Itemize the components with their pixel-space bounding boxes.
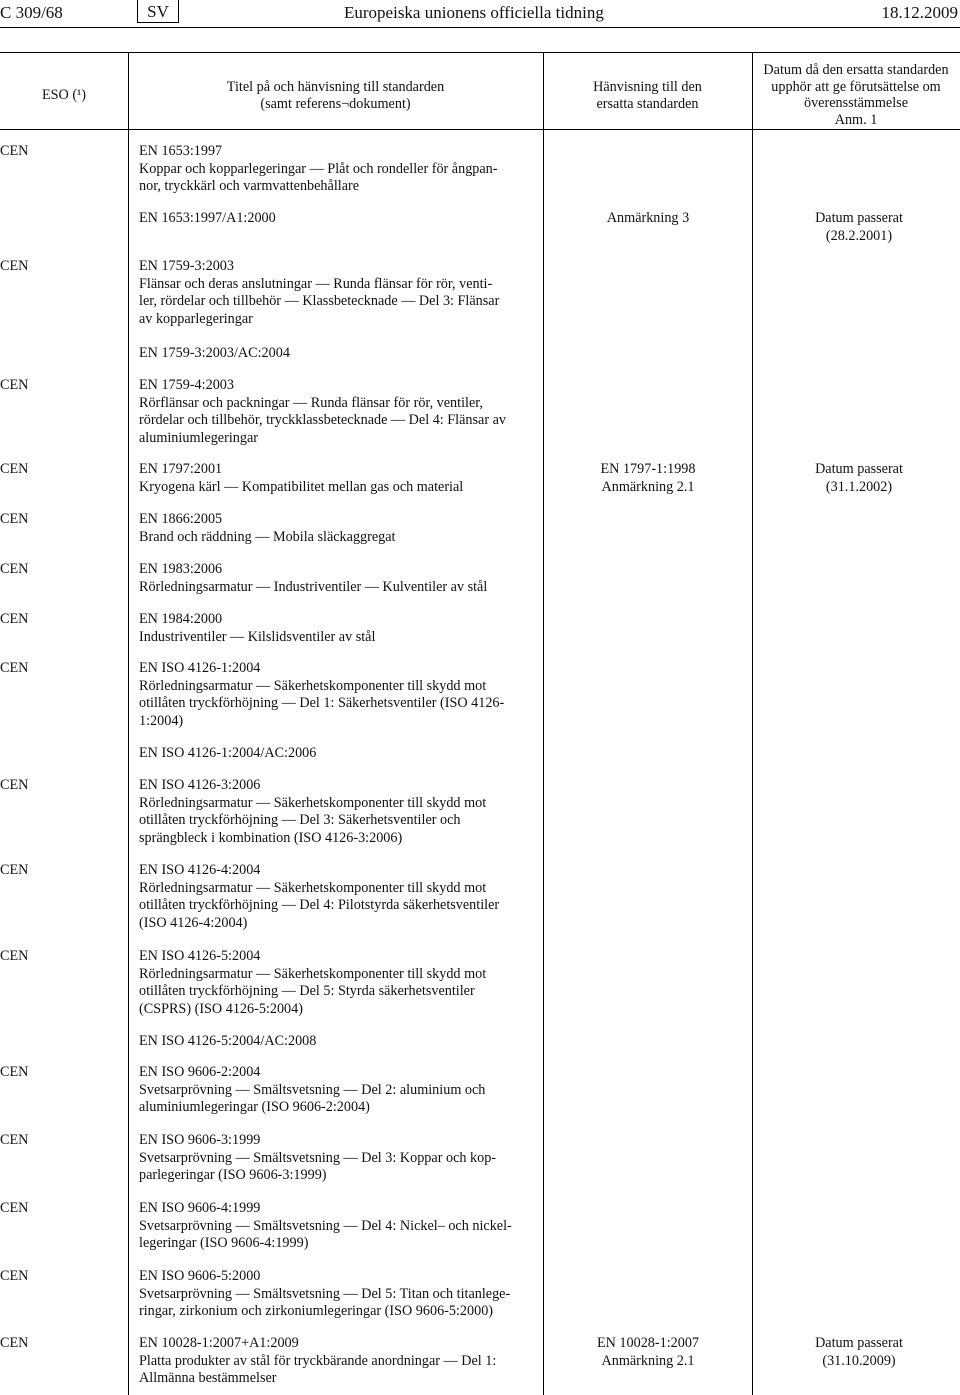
- replaced-standard-cell: [548, 210, 748, 228]
- standard-title-cell: [139, 1200, 539, 1253]
- eso-cell: CEN: [0, 1132, 29, 1148]
- eso-cell: CEN: [0, 660, 29, 676]
- page-header: [0, 0, 960, 28]
- standard-title-line: Kryogena kärl — Kompatibilitet mellan gas och material: [139, 478, 464, 495]
- amendment-reference: EN 1759-3:2003/AC:2004: [139, 345, 290, 361]
- standard-title-line: aluminiumlegeringar: [139, 429, 258, 446]
- standard-reference: EN ISO 4126-5:2004: [139, 948, 261, 964]
- page-reference: C 309/68: [0, 3, 63, 22]
- language-box: [137, 0, 179, 23]
- standard-title-line: Industriventiler — Kilslidsventiler av stål: [139, 628, 376, 645]
- standard-title-line: otillåten tryckförhöjning — Del 3: Säkerhetsventiler och: [139, 812, 461, 828]
- standard-title-line: Svetsarprövning — Smältsvetsning — Del 5: Titan och titanlege-: [139, 1285, 511, 1302]
- cessation-date-cell: [758, 210, 960, 245]
- standard-title-line: Svetsarprövning — Smältsvetsning — Del 2: aluminium och: [139, 1081, 486, 1098]
- standard-title-line: ler, rördelar och tillbehör — Klassbetecknade — Del 3: Flänsar: [139, 293, 500, 309]
- standard-reference: EN 1759-4:2003: [139, 377, 234, 393]
- header-rule: [0, 27, 960, 28]
- standard-title-cell: [139, 1132, 539, 1185]
- standard-title-cell: [139, 143, 539, 196]
- standard-title-cell: [139, 660, 539, 730]
- column-divider: [543, 52, 544, 1395]
- header-line: Titel på och hänvisning till standarden: [226, 79, 445, 95]
- standard-reference: EN ISO 4126-1:2004: [139, 660, 261, 676]
- standard-reference: EN ISO 4126-4:2004: [139, 862, 261, 878]
- standard-title-line: otillåten tryckförhöjning — Del 5: Styrda säkerhetsventiler: [139, 983, 475, 999]
- amendment-reference: EN ISO 4126-1:2004/AC:2006: [139, 745, 317, 761]
- header-line: överensstämmelse: [803, 95, 908, 111]
- standard-title-line: Rörledningsarmatur — Säkerhetskomponenter till skydd mot: [139, 879, 487, 896]
- replaced-standard-line: Anmärkning 3: [606, 210, 690, 226]
- standard-title-line: (CSPRS) (ISO 4126-5:2004): [139, 1000, 303, 1017]
- standard-title-line: Rörflänsar och packningar — Runda flänsar för rör, ventiler,: [139, 394, 483, 411]
- eso-cell: CEN: [0, 948, 29, 964]
- standard-reference: EN 1759-3:2003: [139, 258, 234, 274]
- cessation-date-line: (31.1.2002): [825, 478, 893, 495]
- column-header-title: [128, 79, 543, 112]
- standard-title-line: 1:2004): [139, 712, 184, 729]
- standard-title-line: Flänsar och deras anslutningar — Runda flänsar för rör, venti-: [139, 275, 493, 292]
- replaced-standard-cell: [548, 1335, 748, 1370]
- standard-title-cell: [139, 948, 539, 1018]
- eso-cell: CEN: [0, 777, 29, 793]
- standard-reference: EN ISO 9606-3:1999: [139, 1132, 261, 1148]
- standard-title-line: Svetsarprövning — Smältsvetsning — Del 4: Nickel– och nickel-: [139, 1217, 512, 1234]
- eso-cell: CEN: [0, 862, 29, 878]
- standard-title-cell: [139, 461, 539, 496]
- standard-reference: EN 1797:2001: [139, 461, 223, 477]
- eso-cell: CEN: [0, 561, 29, 577]
- header-line: upphör att ge förutsättelse om: [771, 78, 941, 95]
- eso-cell: CEN: [0, 1268, 29, 1284]
- standard-reference: EN 1984:2000: [139, 611, 223, 627]
- standard-reference: EN 10028-1:2007+A1:2009: [139, 1335, 299, 1351]
- eso-cell: CEN: [0, 1064, 29, 1080]
- amendment-reference: EN 1653:1997/A1:2000: [139, 210, 276, 226]
- standard-reference: EN 1866:2005: [139, 511, 223, 527]
- standard-title-line: Brand och räddning — Mobila släckaggregat: [139, 528, 396, 545]
- standard-title-line: parlegeringar (ISO 9606-3:1999): [139, 1167, 327, 1183]
- replaced-standard-line: EN 1797-1:1998: [600, 461, 696, 477]
- standard-title-line: ringar, zirkonium och zirkoniumlegeringar (ISO 9606-5:2000): [139, 1303, 494, 1319]
- eso-cell: CEN: [0, 377, 29, 393]
- language-code: SV: [147, 2, 169, 21]
- standard-title-line: otillåten tryckförhöjning — Del 4: Pilotstyrda säkerhetsventiler: [139, 897, 500, 913]
- standard-reference: EN ISO 9606-2:2004: [139, 1064, 261, 1080]
- header-line: (samt referens¬dokument): [260, 95, 411, 112]
- standard-title-line: legeringar (ISO 9606-4:1999): [139, 1235, 309, 1251]
- eso-cell: CEN: [0, 143, 29, 159]
- header-line: Anm. 1: [834, 111, 878, 128]
- standard-title-cell: [139, 511, 539, 546]
- standard-title-cell: [139, 561, 539, 596]
- journal-title: Europeiska unionens officiella tidning: [344, 3, 604, 22]
- standard-title-cell: [139, 258, 539, 328]
- column-header-date: [752, 62, 960, 128]
- standard-title-line: Rörledningsarmatur — Industriventiler — Kulventiler av stål: [139, 578, 488, 595]
- column-header-eso: ESO (¹): [41, 87, 87, 103]
- cessation-date-line: (31.10.2009): [822, 1352, 896, 1369]
- eso-cell: CEN: [0, 511, 29, 527]
- cessation-date-line: Datum passerat: [815, 1335, 903, 1351]
- standard-title-cell: [139, 1064, 539, 1117]
- eso-cell: CEN: [0, 611, 29, 627]
- cessation-date-line: Datum passerat: [815, 461, 903, 477]
- standard-title-line: nor, tryckkärl och varmvattenbehållare: [139, 178, 360, 194]
- standard-title-line: aluminiumlegeringar (ISO 9606-2:2004): [139, 1099, 370, 1115]
- standard-title-line: rördelar och tillbehör, tryckklassbetecknade — Del 4: Flänsar av: [139, 412, 506, 428]
- standard-title-line: (ISO 4126-4:2004): [139, 914, 248, 931]
- column-divider: [752, 52, 753, 1395]
- standard-title-line: Svetsarprövning — Smältsvetsning — Del 3: Koppar och kop-: [139, 1149, 497, 1166]
- header-line: Datum då den ersatta standarden: [763, 62, 949, 78]
- standard-reference: EN 1653:1997: [139, 143, 223, 159]
- standard-title-line: otillåten tryckförhöjning — Del 1: Säkerhetsventiler (ISO 4126-: [139, 695, 505, 711]
- cessation-date-line: Datum passerat: [815, 210, 903, 226]
- standard-title-cell: [139, 777, 539, 847]
- standard-title-cell: [139, 1335, 539, 1388]
- column-divider: [128, 52, 129, 1395]
- replaced-standard-line: EN 10028-1:2007: [596, 1335, 700, 1351]
- standard-reference: EN ISO 9606-4:1999: [139, 1200, 261, 1216]
- standard-reference: EN ISO 9606-5:2000: [139, 1268, 261, 1284]
- replaced-standard-cell: [548, 461, 748, 496]
- standard-title-line: Rörledningsarmatur — Säkerhetskomponenter till skydd mot: [139, 965, 487, 982]
- standard-title-cell: [139, 377, 539, 447]
- eso-cell: CEN: [0, 1335, 29, 1351]
- table-header-rule: [0, 129, 960, 130]
- table-top-rule: [0, 52, 960, 53]
- eso-cell: CEN: [0, 461, 29, 477]
- replaced-standard-line: Anmärkning 2.1: [601, 478, 695, 495]
- standard-title-cell: [139, 862, 539, 932]
- standard-title-line: Koppar och kopparlegeringar — Plåt och rondeller för ångpan-: [139, 160, 498, 177]
- standard-title-line: Rörledningsarmatur — Säkerhetskomponenter till skydd mot: [139, 794, 487, 811]
- column-header-replaced: [543, 79, 752, 112]
- eso-cell: CEN: [0, 258, 29, 274]
- eso-cell: CEN: [0, 1200, 29, 1216]
- replaced-standard-line: Anmärkning 2.1: [601, 1352, 695, 1369]
- standard-title-line: av kopparlegeringar: [139, 310, 253, 327]
- standard-title-cell: [139, 1268, 539, 1321]
- publication-date: 18.12.2009: [881, 3, 958, 22]
- amendment-reference: EN ISO 4126-5:2004/AC:2008: [139, 1033, 317, 1049]
- standard-title-cell: [139, 611, 539, 646]
- header-line: ersatta standarden: [596, 95, 699, 112]
- standard-reference: EN 1983:2006: [139, 561, 223, 577]
- cessation-date-cell: [758, 1335, 960, 1370]
- standard-title-line: Platta produkter av stål för tryckbärande anordningar — Del 1:: [139, 1352, 497, 1369]
- standard-title-line: sprängbleck i kombination (ISO 4126-3:2006): [139, 829, 403, 846]
- cessation-date-line: (28.2.2001): [825, 227, 893, 244]
- header-line: Hänvisning till den: [593, 79, 702, 95]
- cessation-date-cell: [758, 461, 960, 496]
- standard-reference: EN ISO 4126-3:2006: [139, 777, 261, 793]
- standard-title-line: Allmänna bestämmelser: [139, 1370, 277, 1386]
- standard-title-line: Rörledningsarmatur — Säkerhetskomponenter till skydd mot: [139, 677, 487, 694]
